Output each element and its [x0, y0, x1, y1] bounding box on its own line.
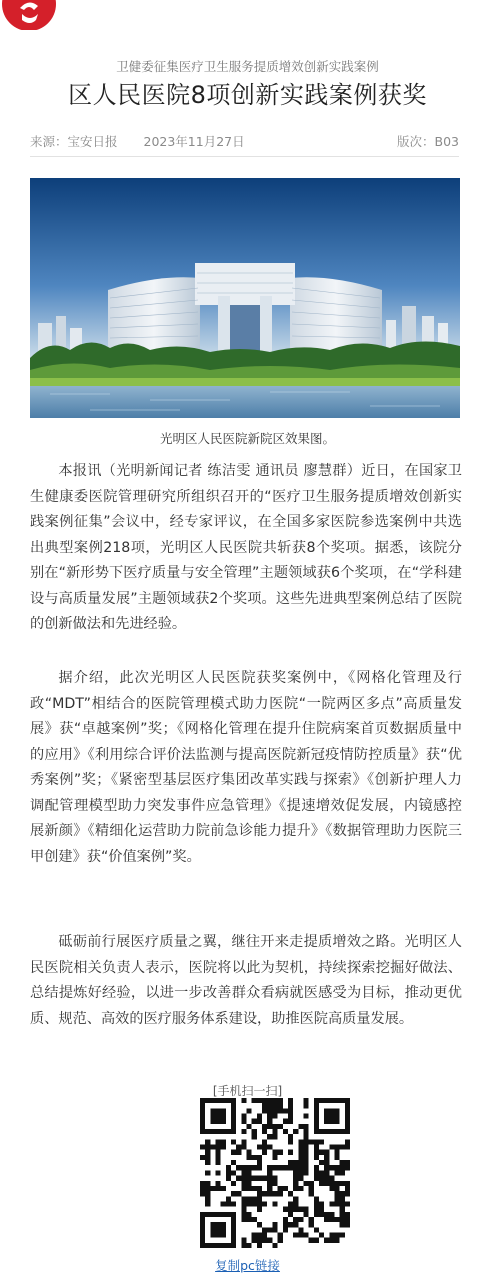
article-title: 区人民医院8项创新实践案例获奖	[68, 81, 427, 109]
image-caption: 光明区人民医院新院区效果图。	[159, 431, 335, 446]
article-paragraph-3: 砥砺前行展医疗质量之翼，继往开来走提质增效之路。光明区人民医院相关负责人表示，医院将以此为契机，持续探索挖掘好做法、总结提炼好经验，以进一步改善群众看病就医感受为目标，推动更优质、规范、高效的医疗服务体系建设，助推医院高质量发展。	[30, 934, 462, 1027]
hospital-rendering-image	[30, 178, 460, 418]
article-subtitle: 卫健委征集医疗卫生服务提质增效创新实践案例	[116, 59, 379, 74]
article-meta	[30, 132, 459, 150]
article-paragraph-1: 本报讯（光明新闻记者 练洁雯 通讯员 廖慧群）近日，在国家卫生健康委医院管理研究所组织召开的“医疗卫生服务提质增效创新实践案例征集”会议中，经专家评议，在全国多家医院参选案例中共选出典型案例218项，光明区人民医院共斩获8个奖项。据悉，该院分别在“新形势下医疗质量与安全管理”主题领域获6个奖项，在“学科建设与高质量发展”主题领域获2个奖项。这些先进典型案例总结了医院的创新做法和先进经验。	[30, 463, 462, 632]
article-date: 2023年11月27日	[143, 134, 245, 149]
article-source: 来源：宝安日报	[30, 134, 118, 149]
qr-code-icon	[200, 1098, 350, 1248]
copy-pc-link[interactable]: 复制pc链接	[215, 1258, 280, 1273]
article-edition: 版次：B03	[397, 134, 459, 149]
newspaper-logo-icon[interactable]	[0, 0, 58, 30]
qr-scan-label: [手机扫一扫]	[212, 1084, 283, 1098]
article-paragraph-2: 据介绍，此次光明区人民医院获奖案例中，《网格化管理及行政“MDT”相结合的医院管理模式助力医院“一院两区多点”高质量发展》获“卓越案例”奖；《网格化管理在提升住院病案首页数据质量中的应用》《利用综合评价法监测与提高医院新冠疫情防控质量》获“优秀案例”奖；《紧密型基层医疗集团改革实践与探索》《创新护理人力调配管理模型助力突发事件应急管理》《提速增效促发展，内镜感控展新颜》《精细化运营助力院前急诊能力提升》《数据管理助力医院三甲创建》获“价值案例”奖。	[30, 670, 462, 865]
divider	[30, 156, 459, 157]
